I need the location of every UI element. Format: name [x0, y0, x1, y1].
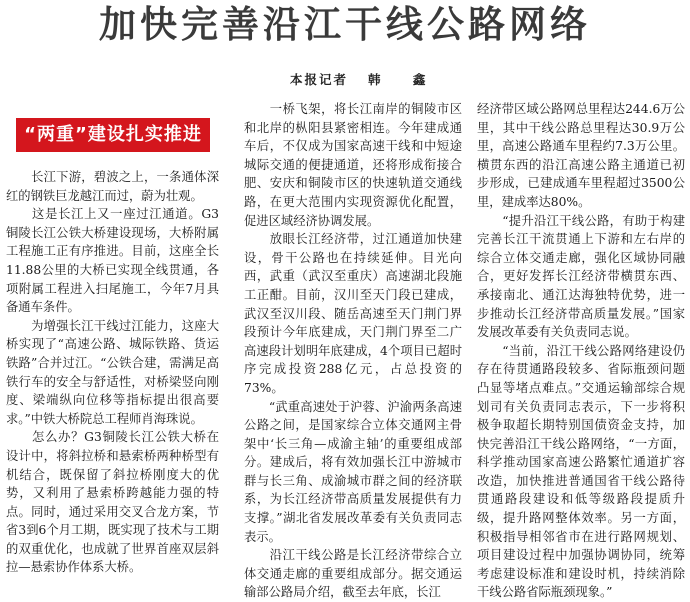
article-column-3: 经济带区域公路网总里程达244.6万公里，其中干线公路总里程达30.9万公里，高速公路通车里程约7.3万公里。横贯东西的沿江高速公路主通道已初步形成，已建成通车里程超过3500公里，建成率达80%。 “提升沿江干线公路，有助于构建完善长江干流贯通上下游和左右岸的综合立体交通走廊，强化区域协同融合，更好发挥长江经济带横贯东西、承接南北、通江达海独特优势，进一步推动长江经济带高质量发展。”国家发展改革委有关负责同志说。 “当前，沿江干线公路网络建设仍存在待贯通路段较多、省际瓶颈问题凸显等堵点难点。”交通运输部综合规划司有关负责同志表示，下一步将积极争取超长期特别国债资金支持，加快完善沿江干线公路网络，“一方面，科学推动国家高速公路繁忙通道扩容改造，加快推进普通国省干线公路待贯通路段建设和低等级路段提质升级，提升路网整体效率。另一方面，积极指导相邻省市在进行路网规划、项目建设过程中加强协调协同，统筹考虑建设标准和建设时机，持续消除干线公路省际瓶颈现象。”	[477, 102, 685, 600]
subhead-banner	[16, 118, 210, 152]
subhead: “两重”建设扎实推进	[24, 124, 202, 145]
article-column-2: 一桥飞架，将长江南岸的铜陵市区和北岸的枞阳县紧密相连。今年建成通车后，不仅成为国家高速干线和中短途城际交通的便捷通道，还将形成衔接合肥、安庆和铜陵市区的快速轨道交通线路，在更大范围内实现资源优化配置，促进区域经济协调发展。 放眼长江经济带，过江通道加快建设，骨干公路也在持续延伸。目光向西，武重（武汉至重庆）高速湖北段施工正酣。目前，汉川至天门段已建成，武汉至汉川段、随岳高速至天门荆门界段预计今年底建成，天门荆门界至二广高速段计划明年底建成，4个项目已超时序完成投资288亿元，占总投资的73%。 “武重高速处于沪蓉、沪渝两条高速公路之间，是国家综合立体交通网主骨架中‘长三角—成渝主轴’的重要组成部分。建成后，将有效加强长江中游城市群与长三角、成渝城市群之间的经济联系，为长江经济带高质量发展提供有力支撑。”湖北省发展改革委有关负责同志表示。 沿江干线公路是长江经济带综合立体交通走廊的重要组成部分。据交通运输部公路局介绍，截至去年底，长江	[244, 102, 462, 600]
byline-label: 本报记者	[290, 72, 349, 87]
article-column-1	[6, 98, 219, 575]
page-title: 加快完善沿江干线公路网络	[99, 3, 591, 46]
byline-author: 韩 鑫	[368, 72, 440, 87]
byline	[290, 70, 439, 88]
column-1-text: 长江下游，碧波之上，一条通体深红的钢铁巨龙越江而过，蔚为壮观。 这是长江上又一座过江通道。G3铜陵长江公铁大桥建设现场，大桥附属工程施工正有序推进。目前，这座全长11.88公里的大桥已实现全线贯通，各项附属工程进入扫尾施工，今年7月具备通车条件。 为增强长江干线过江能力，这座大桥实现了“高速公路、城际铁路、货运铁路”合并过江。“公铁合建，需满足高铁行车的安全与舒适性，对桥梁竖向刚度、梁端纵向位移等指标提出很高要求。”中铁大桥院总工程师肖海珠说。 怎么办？G3铜陵长江公铁大桥在设计中，将斜拉桥和悬索桥两种桥型有机结合，既保留了斜拉桥刚度大的优势，又利用了悬索桥跨越能力强的特点。同时，通过采用交叉合龙方案，节省3到6个月工期，既实现了技术与工期的双重优化，也成就了世界首座双层斜拉—悬索协作体系大桥。	[6, 170, 219, 575]
